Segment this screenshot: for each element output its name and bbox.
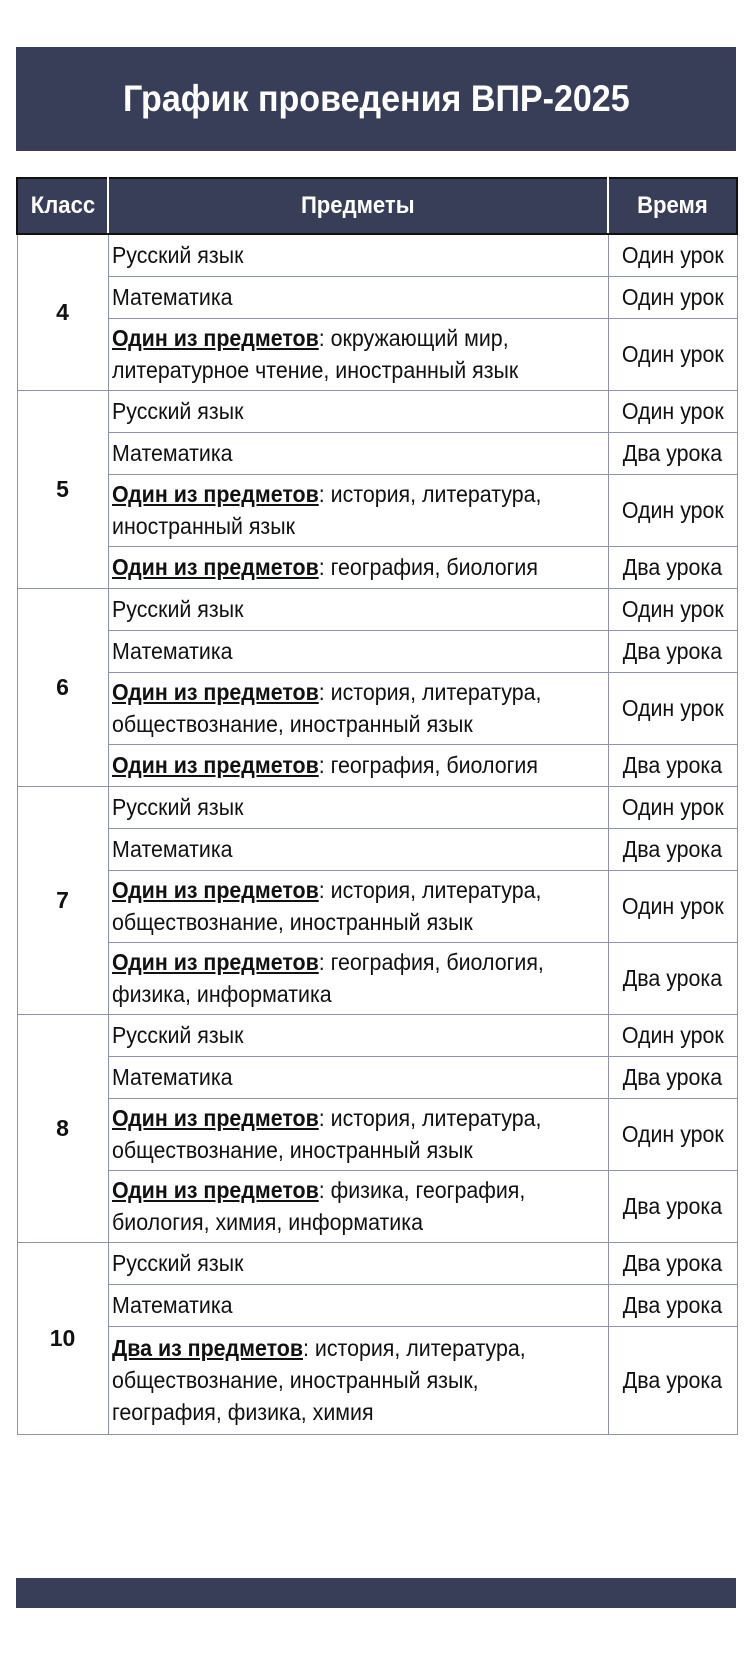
subject-cell [108, 1170, 608, 1242]
subject-text: обществознание, иностранный язык [111, 908, 473, 935]
table-row [17, 786, 737, 828]
subject-choice-label: Один из предметов [111, 678, 319, 705]
subject-text: обществознание, иностранный язык [111, 1136, 473, 1163]
subject-text: литературное чтение, иностранный язык [111, 356, 518, 383]
grade-cell: 8 [17, 1014, 108, 1242]
subject-choice-label: Один из предметов [111, 553, 319, 580]
subject-choice-label: Два из предметов [111, 1334, 303, 1361]
subject-cell [108, 474, 608, 546]
page-title: График проведения ВПР-2025 [122, 78, 630, 119]
table-row [17, 1326, 737, 1434]
time-cell: Два урока [608, 1242, 737, 1284]
time-cell: Два урока [608, 828, 737, 870]
subject-text: биология, химия, информатика [111, 1208, 423, 1235]
subject-text: Русский язык [111, 793, 243, 820]
time-cell: Два урока [608, 1056, 737, 1098]
subject-cell [108, 1014, 608, 1056]
subject-cell [108, 630, 608, 672]
subject-text: Математика [111, 439, 233, 466]
time-cell: Один урок [608, 234, 737, 276]
time-cell: Два урока [608, 942, 737, 1014]
subject-cell [108, 276, 608, 318]
subject-choice-label: Один из предметов [111, 751, 319, 778]
subject-cell [108, 1056, 608, 1098]
schedule-table [16, 177, 738, 1435]
subject-cell [108, 390, 608, 432]
subject-cell [108, 318, 608, 390]
table-row [17, 672, 737, 744]
table-row [17, 1284, 737, 1326]
time-cell: Один урок [608, 390, 737, 432]
subject-text: Математика [111, 637, 233, 664]
grade-cell: 5 [17, 390, 108, 588]
time-cell: Один урок [608, 870, 737, 942]
table-row [17, 390, 737, 432]
subject-cell [108, 546, 608, 588]
time-cell: Один урок [608, 786, 737, 828]
subject-text: : физика, география, [318, 1176, 525, 1203]
table-row [17, 588, 737, 630]
footer-bar [16, 1578, 736, 1608]
subject-text: обществознание, иностранный язык [111, 710, 473, 737]
schedule-body [17, 234, 737, 1434]
table-row [17, 276, 737, 318]
time-cell: Один урок [608, 276, 737, 318]
subject-text: : история, литература, [318, 480, 541, 507]
time-cell: Два урока [608, 546, 737, 588]
subject-cell [108, 588, 608, 630]
subject-text: география, физика, химия [111, 1398, 374, 1425]
subject-text: : география, биология [318, 553, 538, 580]
table-row [17, 630, 737, 672]
subject-cell [108, 1326, 608, 1434]
subject-cell [108, 744, 608, 786]
subject-text: Математика [111, 1063, 233, 1090]
subject-text: Русский язык [111, 241, 243, 268]
table-row [17, 432, 737, 474]
subject-cell [108, 432, 608, 474]
time-cell: Один урок [608, 318, 737, 390]
time-cell: Один урок [608, 1014, 737, 1056]
header-grade: Класс [17, 178, 108, 234]
time-cell: Один урок [608, 672, 737, 744]
subject-cell [108, 786, 608, 828]
subject-text: Русский язык [111, 1249, 243, 1276]
subject-text: Русский язык [111, 1021, 243, 1048]
subject-text: обществознание, иностранный язык, [111, 1366, 479, 1393]
subject-cell [108, 1242, 608, 1284]
subject-cell [108, 234, 608, 276]
time-cell: Два урока [608, 432, 737, 474]
title-banner [16, 47, 736, 151]
header-time: Время [608, 178, 737, 234]
time-cell: Два урока [608, 1326, 737, 1434]
subject-choice-label: Один из предметов [111, 324, 319, 351]
subject-choice-label: Один из предметов [111, 948, 319, 975]
subject-text: Математика [111, 835, 233, 862]
grade-cell: 4 [17, 234, 108, 390]
table-row [17, 744, 737, 786]
subject-choice-label: Один из предметов [111, 480, 319, 507]
subject-cell [108, 870, 608, 942]
subject-text: : география, биология, [318, 948, 544, 975]
table-row [17, 1098, 737, 1170]
grade-cell: 6 [17, 588, 108, 786]
subject-text: физика, информатика [111, 980, 332, 1007]
subject-choice-label: Один из предметов [111, 1104, 319, 1131]
table-row [17, 828, 737, 870]
time-cell: Два урока [608, 630, 737, 672]
time-cell: Один урок [608, 588, 737, 630]
table-row [17, 318, 737, 390]
subject-cell [108, 1284, 608, 1326]
table-row [17, 870, 737, 942]
subject-text: : история, литература, [302, 1334, 526, 1361]
time-cell: Два урока [608, 1284, 737, 1326]
table-row [17, 1170, 737, 1242]
subject-cell [108, 828, 608, 870]
table-row [17, 474, 737, 546]
grade-cell: 7 [17, 786, 108, 1014]
subject-text: Русский язык [111, 595, 243, 622]
time-cell: Один урок [608, 1098, 737, 1170]
time-cell: Один урок [608, 474, 737, 546]
subject-text: Русский язык [111, 397, 243, 424]
table-row [17, 234, 737, 276]
subject-cell [108, 672, 608, 744]
time-cell: Два урока [608, 1170, 737, 1242]
table-row [17, 1056, 737, 1098]
header-subjects: Предметы [108, 178, 608, 234]
time-cell: Два урока [608, 744, 737, 786]
subject-cell [108, 1098, 608, 1170]
subject-text: иностранный язык [111, 512, 295, 539]
subject-text: : история, литература, [318, 678, 541, 705]
subject-choice-label: Один из предметов [111, 1176, 319, 1203]
subject-text: : окружающий мир, [318, 324, 509, 351]
subject-text: Математика [111, 1291, 233, 1318]
subject-text: : география, биология [318, 751, 538, 778]
subject-cell [108, 942, 608, 1014]
table-row [17, 546, 737, 588]
subject-text: : история, литература, [318, 1104, 541, 1131]
table-row [17, 1242, 737, 1284]
header-row [17, 178, 737, 234]
grade-cell: 10 [17, 1242, 108, 1434]
subject-text: : история, литература, [318, 876, 541, 903]
subject-text: Математика [111, 283, 233, 310]
table-row [17, 1014, 737, 1056]
subject-choice-label: Один из предметов [111, 876, 319, 903]
table-row [17, 942, 737, 1014]
